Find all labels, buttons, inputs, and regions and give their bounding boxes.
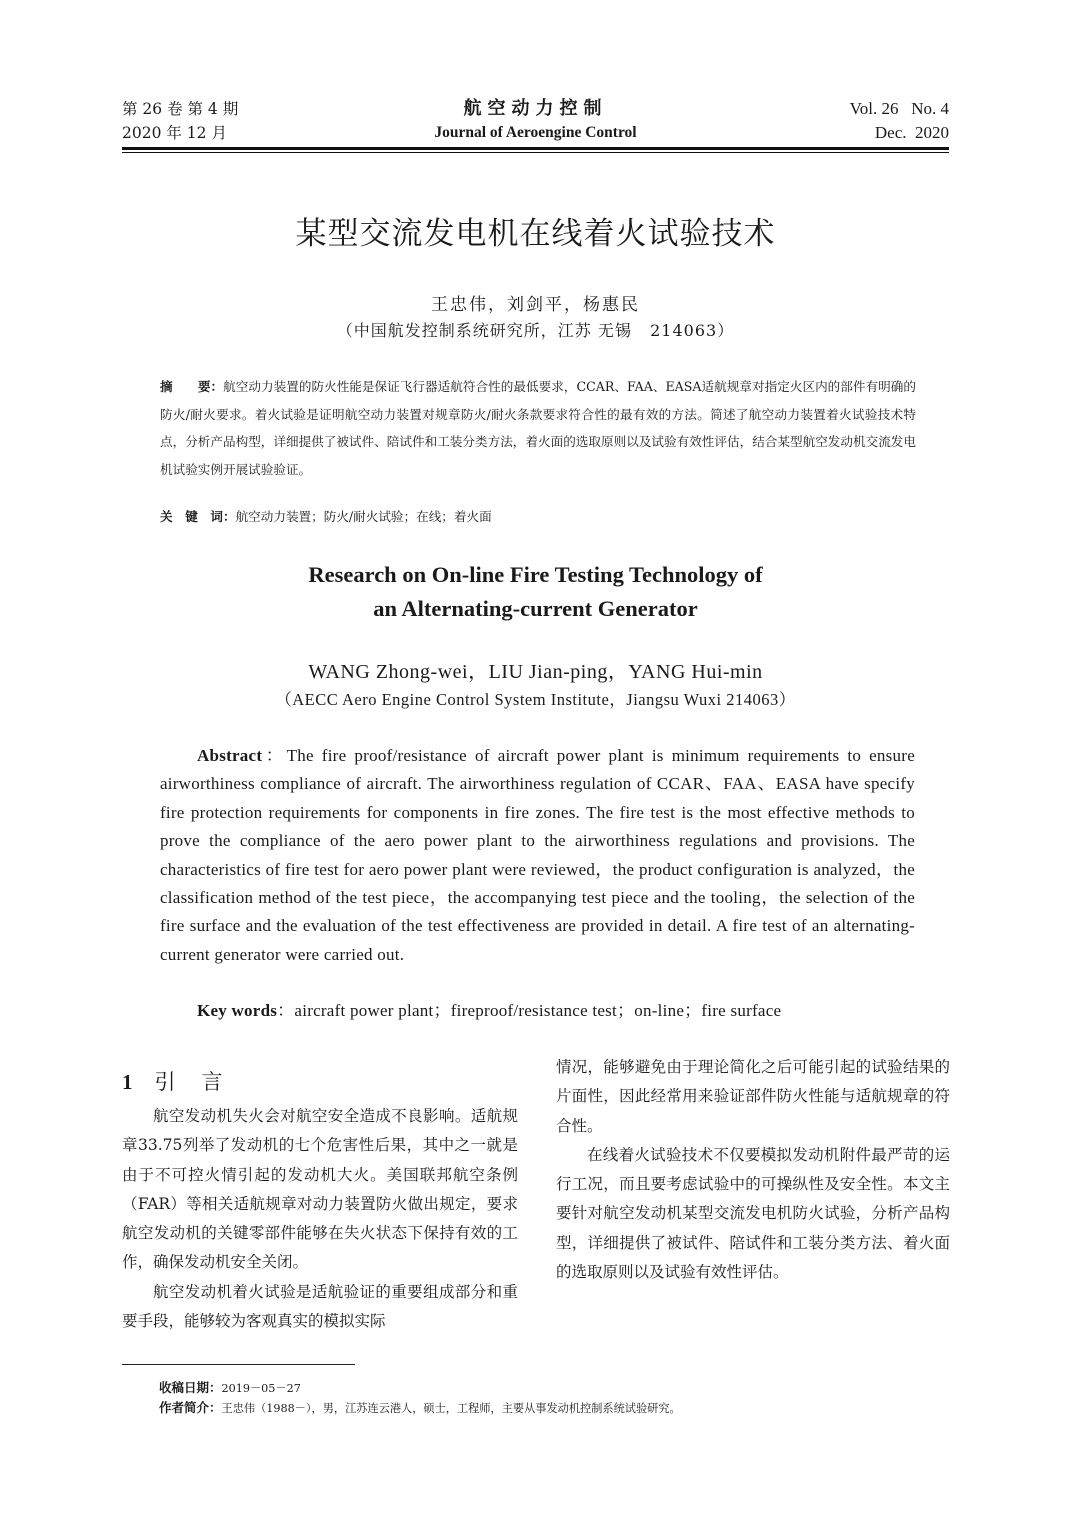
affiliation-en: （AECC Aero Engine Control System Institute，Jiangsu Wuxi 214063） (275, 690, 796, 709)
header-rule-thin (122, 152, 949, 153)
footnote-author-bio (159, 1398, 681, 1418)
header-volume-issue-en: Vol. 26 No. 4 (849, 99, 949, 118)
abstract-en-text: ：The fire proof/resistance of aircraft power plant is minimum requirements to ensure airworthiness compliance of aircraft. The airworthiness regulation of CCAR、FAA、EASA have specify fire protection requirements for components in fire zones. The fire test is the most effective methods to prove the compliance of the aero power plant to the airworthiness regulations and provisions. The characteristics of fire test for aero power plant were reviewed，the product configuration is analyzed，the classification method of the test piece，the accompanying test piece and the tooling，the selection of the fire surface and the evaluation of the test effectiveness are provided in detail. A fire test of an alternating-current generator were carried out. (160, 746, 915, 964)
body-column-right (556, 1053, 950, 1287)
section-number: 1 (122, 1070, 133, 1094)
abstract-en-label: Abstract (197, 746, 263, 765)
paper-title-cn: 某型交流发电机在线着火试验技术 (295, 216, 776, 252)
abstract-cn (160, 373, 916, 483)
affiliation-cn: （中国航发控制系统研究所，江苏 无锡 214063） (336, 321, 735, 340)
keywords-cn (160, 503, 916, 530)
footnote-received-date (159, 1378, 301, 1398)
header-date-en: Dec. 2020 (874, 123, 949, 142)
authors-cn: 王忠伟，刘剑平，杨惠民 (431, 295, 640, 315)
footnote-author-value: 王忠伟（1988－），男，江苏连云港人，硕士，工程师，主要从事发动机控制系统试验研究。 (221, 1402, 681, 1415)
footnote-received-value: 2019－05－27 (221, 1382, 301, 1395)
body-paragraph-continued: 情况，能够避免由于理论简化之后可能引起的试验结果的片面性，因此经常用来验证部件防火性能与适航规章的符合性。 (556, 1058, 950, 1135)
abstract-en (160, 742, 915, 969)
authors-en: WANG Zhong-wei，LIU Jian-ping，YANG Hui-min (308, 661, 763, 683)
keywords-cn-label: 关 键 词： (160, 509, 236, 524)
body-paragraph: 航空发动机着火试验是适航验证的重要组成部分和重要手段，能够较为客观真实的模拟实际 (122, 1282, 518, 1331)
abstract-cn-label: 摘 要： (160, 379, 224, 394)
header-date-cn: 2020 年 12 月 (122, 124, 227, 142)
journal-title-en: Journal of Aeroengine Control (434, 124, 637, 141)
keywords-en-text: ：aircraft power plant；fireproof/resistance test；on-line；fire surface (277, 1001, 782, 1020)
keywords-en-label: Key words (197, 1001, 278, 1020)
paper-title-en-line1: Research on On-line Fire Testing Technology of (308, 562, 763, 587)
footnote-received-label: 收稿日期： (159, 1380, 222, 1395)
paper-title-en (0, 558, 1071, 626)
section-heading (122, 1066, 249, 1096)
footnote-rule (122, 1364, 355, 1365)
keywords-en (197, 997, 915, 1025)
body-paragraph: 在线着火试验技术不仅要模拟发动机附件最严苛的运行工况，而且要考虑试验中的可操纵性及安全性。本文主要针对航空发动机某型交流发电机防火试验，分析产品构型，详细提供了被试件、陪试件和工装分类方法、着火面的选取原则以及试验有效性评估。 (556, 1145, 950, 1282)
body-paragraph: 航空发动机失火会对航空安全造成不良影响。适航规章33.75列举了发动机的七个危害性后果，其中之一就是由于不可控火情引起的发动机大火。美国联邦航空条例（FAR）等相关适航规章对动力装置防火做出规定，要求航空发动机的关键零部件能够在失火状态下保持有效的工作，确保发动机安全关闭。 (122, 1107, 518, 1272)
header-volume-issue: 第 26 卷 第 4 期 (122, 100, 239, 118)
body-column-left (122, 1102, 518, 1336)
section-title: 引言 (154, 1070, 249, 1094)
header-rule-thick (122, 147, 949, 150)
footnote-author-label: 作者简介： (159, 1400, 222, 1415)
abstract-cn-text: 航空动力装置的防火性能是保证飞行器适航符合性的最低要求，CCAR、FAA、EASA适航规章对指定火区内的部件有明确的防火/耐火要求。着火试验是证明航空动力装置对规章防火/耐火条款要求符合性的最有效的方法。简述了航空动力装置着火试验技术特点，分析产品构型，详细提供了被试件、陪试件和工装分类方法，着火面的选取原则以及试验有效性评估，结合某型航空发动机交流发电机试验实例开展试验验证。 (160, 379, 916, 477)
journal-title-cn: 航空动力控制 (463, 98, 608, 119)
header-volume-info-en (850, 97, 949, 145)
paper-title-en-line2: an Alternating-current Generator (373, 596, 698, 621)
keywords-cn-text: 航空动力装置；防火/耐火试验；在线；着火面 (235, 509, 492, 524)
